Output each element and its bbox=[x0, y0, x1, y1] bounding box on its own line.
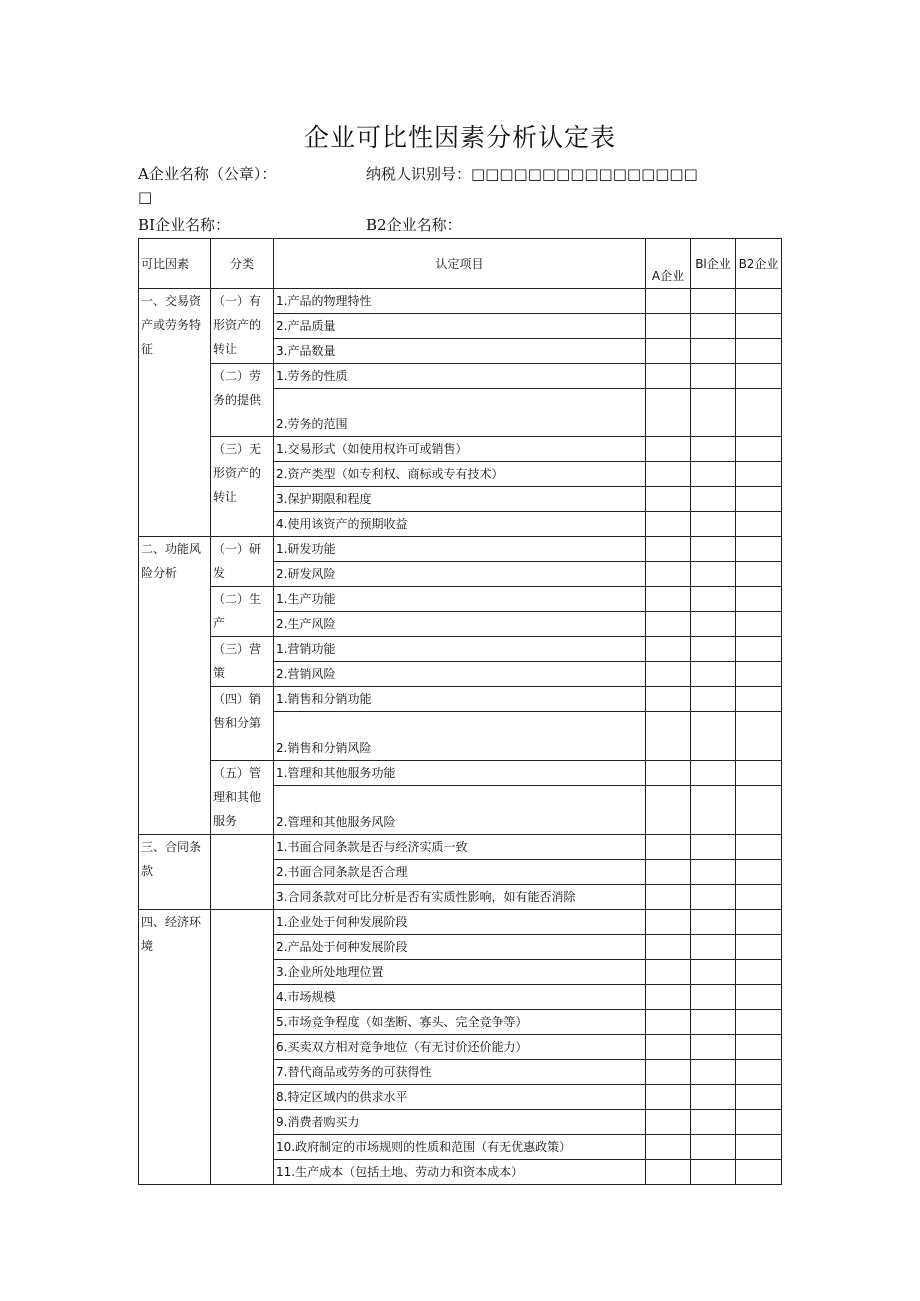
a-company-cell[interactable] bbox=[646, 587, 691, 612]
b2-company-cell[interactable] bbox=[736, 885, 782, 910]
category-cell: （一）有形资产的转让 bbox=[211, 289, 274, 364]
b2-company-cell[interactable] bbox=[736, 1010, 782, 1035]
b1-company-cell[interactable] bbox=[691, 860, 736, 885]
b1-company-cell[interactable] bbox=[691, 985, 736, 1010]
a-company-cell[interactable] bbox=[646, 1060, 691, 1085]
a-company-cell[interactable] bbox=[646, 835, 691, 860]
item-cell: 1.管理和其他服务功能 bbox=[274, 761, 646, 786]
col-factor-header: 可比因素 bbox=[139, 239, 211, 289]
b2-company-cell[interactable] bbox=[736, 437, 782, 462]
a-company-cell[interactable] bbox=[646, 437, 691, 462]
comparability-table bbox=[138, 238, 782, 1185]
item-cell: 6.买卖双方相对竞争地位（有无讨价还价能力） bbox=[274, 1035, 646, 1060]
b1-company-cell[interactable] bbox=[691, 537, 736, 562]
a-company-cell[interactable] bbox=[646, 985, 691, 1010]
a-company-cell[interactable] bbox=[646, 314, 691, 339]
a-company-cell[interactable] bbox=[646, 1035, 691, 1060]
b1-company-cell[interactable] bbox=[691, 1060, 736, 1085]
a-company-cell[interactable] bbox=[646, 712, 691, 761]
a-company-cell[interactable] bbox=[646, 786, 691, 835]
table-row bbox=[139, 437, 782, 462]
a-company-cell[interactable] bbox=[646, 662, 691, 687]
b1-company-cell[interactable] bbox=[691, 289, 736, 314]
b2-company-cell[interactable] bbox=[736, 1135, 782, 1160]
item-cell: 2.销售和分销风险 bbox=[274, 712, 646, 761]
table-row bbox=[139, 289, 782, 314]
category-cell: （四）销售和分第 bbox=[211, 687, 274, 761]
a-company-cell[interactable] bbox=[646, 462, 691, 487]
item-cell: 2.产品质量 bbox=[274, 314, 646, 339]
b2-company-name-label: B2企业名称： bbox=[366, 216, 462, 234]
item-cell: 11.生产成本（包括土地、劳动力和资本成本） bbox=[274, 1160, 646, 1185]
item-cell: 1.企业处于何种发展阶段 bbox=[274, 910, 646, 935]
b2-company-cell[interactable] bbox=[736, 1160, 782, 1185]
factor-cell: 一、交易资产或劳务特征 bbox=[139, 289, 211, 537]
factor-cell: 二、功能风险分析 bbox=[139, 537, 211, 835]
table-row bbox=[139, 835, 782, 860]
b1-company-cell[interactable] bbox=[691, 364, 736, 389]
b2-company-cell[interactable] bbox=[736, 562, 782, 587]
b1-company-cell[interactable] bbox=[691, 1085, 736, 1110]
b2-company-cell[interactable] bbox=[736, 512, 782, 537]
b1-company-cell[interactable] bbox=[691, 562, 736, 587]
b1-company-cell[interactable] bbox=[691, 487, 736, 512]
category-cell: （二）劳务的提供 bbox=[211, 364, 274, 437]
b2-company-cell[interactable] bbox=[736, 339, 782, 364]
item-cell: 1.研发功能 bbox=[274, 537, 646, 562]
a-company-cell[interactable] bbox=[646, 339, 691, 364]
item-cell: 1.劳务的性质 bbox=[274, 364, 646, 389]
a-company-cell[interactable] bbox=[646, 289, 691, 314]
taxpayer-id-label: 纳税人识别号：□□□□□□□□□□□□□□□□ bbox=[366, 165, 698, 183]
b2-company-cell[interactable] bbox=[736, 687, 782, 712]
b1-company-cell[interactable] bbox=[691, 389, 736, 437]
a-company-cell[interactable] bbox=[646, 1110, 691, 1135]
factor-cell: 三、合同条款 bbox=[139, 835, 211, 910]
category-cell: （一）研发 bbox=[211, 537, 274, 587]
item-cell: 7.替代商品或劳务的可获得性 bbox=[274, 1060, 646, 1085]
item-cell: 2.管理和其他服务风险 bbox=[274, 786, 646, 835]
b1-company-cell[interactable] bbox=[691, 960, 736, 985]
item-cell: 8.特定区域内的供求水平 bbox=[274, 1085, 646, 1110]
taxpayer-id-wrap: □ bbox=[138, 188, 153, 206]
category-cell: （三）无形资产的转让 bbox=[211, 437, 274, 537]
b1-company-cell[interactable] bbox=[691, 935, 736, 960]
b2-company-cell[interactable] bbox=[736, 587, 782, 612]
b1-company-cell[interactable] bbox=[691, 761, 736, 786]
page-title: 企业可比性因素分析认定表 bbox=[303, 123, 616, 152]
b1-company-cell[interactable] bbox=[691, 1135, 736, 1160]
b2-company-cell[interactable] bbox=[736, 910, 782, 935]
item-cell: 2.研发风险 bbox=[274, 562, 646, 587]
table-row bbox=[139, 687, 782, 712]
item-cell: 1.生产功能 bbox=[274, 587, 646, 612]
item-cell: 2.资产类型（如专利权、商标或专有技术） bbox=[274, 462, 646, 487]
item-cell: 2.产品处于何种发展阶段 bbox=[274, 935, 646, 960]
table-row bbox=[139, 761, 782, 786]
a-company-cell[interactable] bbox=[646, 1010, 691, 1035]
item-cell: 2.劳务的范围 bbox=[274, 389, 646, 437]
b2-company-cell[interactable] bbox=[736, 985, 782, 1010]
a-company-cell[interactable] bbox=[646, 1085, 691, 1110]
b2-company-cell[interactable] bbox=[736, 761, 782, 786]
a-company-name-label: A企业名称（公章）： bbox=[138, 165, 277, 183]
col-category-header: 分类 bbox=[211, 239, 274, 289]
category-cell: （二）生产 bbox=[211, 587, 274, 637]
col-a-header: A企业 bbox=[646, 239, 691, 289]
b1-company-cell[interactable] bbox=[691, 662, 736, 687]
b2-company-cell[interactable] bbox=[736, 662, 782, 687]
a-company-cell[interactable] bbox=[646, 512, 691, 537]
b1-company-cell[interactable] bbox=[691, 835, 736, 860]
table-row bbox=[139, 910, 782, 935]
b1-company-cell[interactable] bbox=[691, 687, 736, 712]
b2-company-cell[interactable] bbox=[736, 935, 782, 960]
a-company-cell[interactable] bbox=[646, 687, 691, 712]
a-company-cell[interactable] bbox=[646, 860, 691, 885]
b2-company-cell[interactable] bbox=[736, 1035, 782, 1060]
b2-company-cell[interactable] bbox=[736, 1060, 782, 1085]
a-company-cell[interactable] bbox=[646, 1160, 691, 1185]
b1-company-cell[interactable] bbox=[691, 885, 736, 910]
b2-company-cell[interactable] bbox=[736, 462, 782, 487]
category-cell bbox=[211, 910, 274, 1185]
b2-company-cell[interactable] bbox=[736, 537, 782, 562]
item-cell: 1.书面合同条款是否与经济实质一致 bbox=[274, 835, 646, 860]
b1-company-name-label: BI企业名称： bbox=[138, 216, 230, 234]
b1-company-cell[interactable] bbox=[691, 1010, 736, 1035]
col-b2-header: B2企业 bbox=[736, 239, 782, 289]
category-cell: （三）营策 bbox=[211, 637, 274, 687]
item-cell: 5.市场竞争程度（如垄断、寡头、完全竞争等） bbox=[274, 1010, 646, 1035]
b1-company-cell[interactable] bbox=[691, 587, 736, 612]
a-company-cell[interactable] bbox=[646, 562, 691, 587]
table-row bbox=[139, 587, 782, 612]
b2-company-cell[interactable] bbox=[736, 612, 782, 637]
category-cell: （五）管理和其他服务 bbox=[211, 761, 274, 835]
b1-company-cell[interactable] bbox=[691, 637, 736, 662]
b1-company-cell[interactable] bbox=[691, 712, 736, 761]
table-row bbox=[139, 537, 782, 562]
col-b1-header: Bl企业 bbox=[691, 239, 736, 289]
item-cell: 10.政府制定的市场规则的性质和范围（有无优惠政策） bbox=[274, 1135, 646, 1160]
b2-company-cell[interactable] bbox=[736, 960, 782, 985]
a-company-cell[interactable] bbox=[646, 612, 691, 637]
b2-company-cell[interactable] bbox=[736, 1110, 782, 1135]
b1-company-cell[interactable] bbox=[691, 462, 736, 487]
b1-company-cell[interactable] bbox=[691, 339, 736, 364]
b2-company-cell[interactable] bbox=[736, 712, 782, 761]
item-cell: 3.合同条款对可比分析是否有实质性影响，如有能否消除 bbox=[274, 885, 646, 910]
table-row bbox=[139, 637, 782, 662]
b2-company-cell[interactable] bbox=[736, 786, 782, 835]
b1-company-cell[interactable] bbox=[691, 910, 736, 935]
b2-company-cell[interactable] bbox=[736, 289, 782, 314]
b2-company-cell[interactable] bbox=[736, 835, 782, 860]
item-cell: 3.保护期限和程度 bbox=[274, 487, 646, 512]
a-company-cell[interactable] bbox=[646, 537, 691, 562]
item-cell: 1.交易形式（如使用权许可或销售） bbox=[274, 437, 646, 462]
b2-company-cell[interactable] bbox=[736, 1085, 782, 1110]
item-cell: 1.产品的物理特性 bbox=[274, 289, 646, 314]
item-cell: 3.产品数量 bbox=[274, 339, 646, 364]
item-cell: 3.企业所处地理位置 bbox=[274, 960, 646, 985]
a-company-cell[interactable] bbox=[646, 487, 691, 512]
b1-company-cell[interactable] bbox=[691, 1110, 736, 1135]
b2-company-cell[interactable] bbox=[736, 860, 782, 885]
a-company-cell[interactable] bbox=[646, 364, 691, 389]
item-cell: 2.书面合同条款是否合理 bbox=[274, 860, 646, 885]
b2-company-cell[interactable] bbox=[736, 364, 782, 389]
a-company-cell[interactable] bbox=[646, 637, 691, 662]
b2-company-cell[interactable] bbox=[736, 637, 782, 662]
b1-company-cell[interactable] bbox=[691, 612, 736, 637]
table-header-row bbox=[139, 239, 782, 289]
category-cell bbox=[211, 835, 274, 910]
b1-company-cell[interactable] bbox=[691, 1160, 736, 1185]
a-company-cell[interactable] bbox=[646, 935, 691, 960]
b1-company-cell[interactable] bbox=[691, 314, 736, 339]
table-row bbox=[139, 364, 782, 389]
item-cell: 1.销售和分销功能 bbox=[274, 687, 646, 712]
a-company-cell[interactable] bbox=[646, 761, 691, 786]
b1-company-cell[interactable] bbox=[691, 1035, 736, 1060]
item-cell: 2.营销风险 bbox=[274, 662, 646, 687]
col-item-header: 认定项目 bbox=[274, 239, 646, 289]
a-company-cell[interactable] bbox=[646, 389, 691, 437]
a-company-cell[interactable] bbox=[646, 1135, 691, 1160]
a-company-cell[interactable] bbox=[646, 960, 691, 985]
b1-company-cell[interactable] bbox=[691, 437, 736, 462]
b2-company-cell[interactable] bbox=[736, 487, 782, 512]
item-cell: 1.营销功能 bbox=[274, 637, 646, 662]
factor-cell: 四、经济环境 bbox=[139, 910, 211, 1185]
b1-company-cell[interactable] bbox=[691, 786, 736, 835]
b2-company-cell[interactable] bbox=[736, 314, 782, 339]
a-company-cell[interactable] bbox=[646, 885, 691, 910]
item-cell: 9.消费者购买力 bbox=[274, 1110, 646, 1135]
item-cell: 4.市场规模 bbox=[274, 985, 646, 1010]
item-cell: 4.使用该资产的预期收益 bbox=[274, 512, 646, 537]
b2-company-cell[interactable] bbox=[736, 389, 782, 437]
b1-company-cell[interactable] bbox=[691, 512, 736, 537]
item-cell: 2.生产风险 bbox=[274, 612, 646, 637]
a-company-cell[interactable] bbox=[646, 910, 691, 935]
